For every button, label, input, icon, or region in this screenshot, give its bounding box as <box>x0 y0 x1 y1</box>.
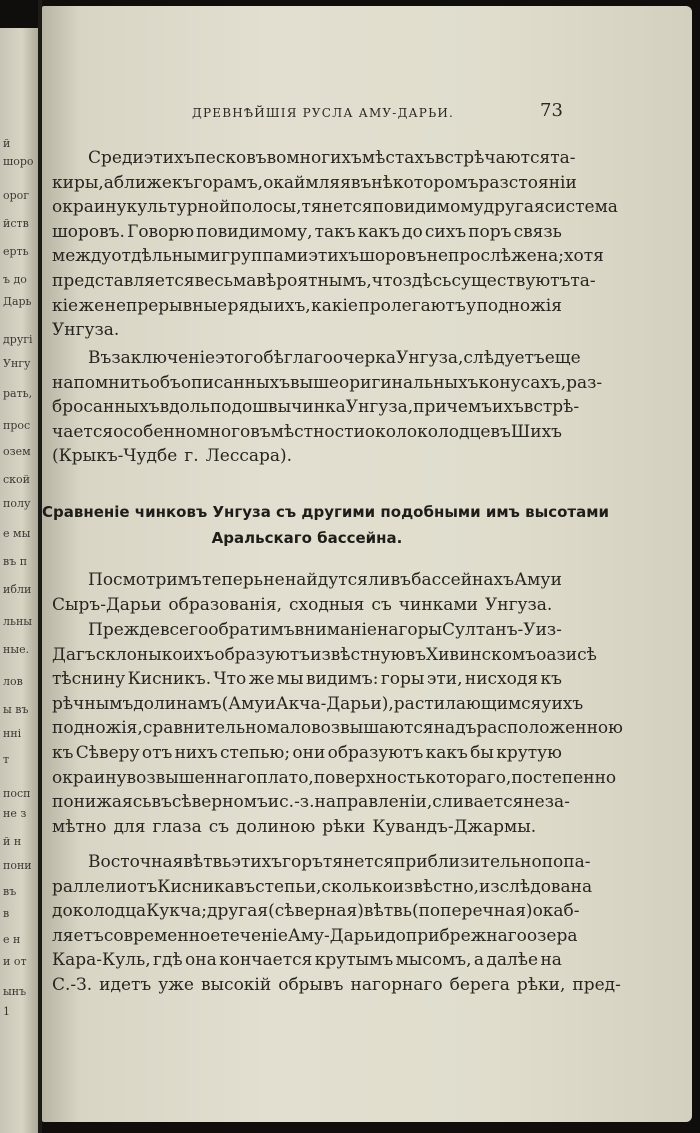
text-line: Въ заключеніе этого бѣглаго очерка Унгуза, слѣдуетъ еще <box>88 348 581 368</box>
left-page-edge <box>0 28 40 1133</box>
left-page-fragment: прос <box>3 419 31 432</box>
paragraph <box>52 618 623 839</box>
left-page-fragment: ибли <box>3 583 32 596</box>
text-line: Дагъ склоны коихъ образуютъ извѣстную въ Хивинскомъ оазисѣ <box>52 644 597 665</box>
section-heading-line: Сравненіе чинковъ Унгуза съ другими подобными имъ высотами <box>42 503 609 521</box>
left-page-fragment: ы въ <box>3 703 29 716</box>
text-line: С.-З. идетъ уже высокій обрывъ нагорнаго берега рѣки, пред- <box>52 974 621 995</box>
paragraph <box>52 146 618 343</box>
left-page-fragment: посп <box>3 787 31 800</box>
left-page-fragment: рать, <box>3 387 33 400</box>
paragraph <box>52 850 621 998</box>
text-line: окраину возвышеннаго плато, поверхность котораго, постепенно <box>52 767 617 788</box>
section-heading-line: Аральскаго бассейна. <box>211 529 403 547</box>
section-heading <box>42 499 609 551</box>
text-line: окраину культурной полосы, тянется повидимому другая система <box>52 197 618 218</box>
left-page-fragment: льны <box>3 615 33 628</box>
left-page-fragment: ные. <box>3 643 30 656</box>
left-page-fragment: шоро <box>3 155 34 168</box>
text-line: шоровъ. Говорю повидимому, такъ какъ до сихъ поръ связь <box>52 221 562 242</box>
left-page-fragment: ской <box>3 473 30 486</box>
text-line: напомнить объ описанныхъ выше оригинальныхъ конусахъ, раз- <box>52 372 603 393</box>
left-page-fragment: ынъ <box>3 985 27 998</box>
left-page-fragment: ъ до <box>3 273 27 286</box>
text-line: раллели отъ Кисника въ степь и, сколько извѣстно, изслѣдована <box>52 876 593 897</box>
left-page-fragment: ерть <box>3 245 29 258</box>
text-line: рѣчнымъ долинамъ (Аму и Акча-Дарьи), растилающимся у ихъ <box>52 693 584 714</box>
left-page-fragment: полу <box>3 497 31 510</box>
text-line: Восточная вѣтвь этихъ горъ тянется приблизительно по па- <box>88 852 591 872</box>
text-line: Сыръ-Дарьи образованія, сходныя съ чинками Унгуза. <box>52 594 553 615</box>
text-line: (Крыкъ-Чудбе г. Лессара). <box>52 446 293 467</box>
paragraph <box>52 346 603 469</box>
left-page-fragment: нні <box>3 727 22 740</box>
left-page-fragment: в <box>3 907 10 920</box>
left-page-fragment: не з <box>3 807 27 820</box>
text-line: между отдѣльными группами этихъ шоровъ не прослѣжена; хотя <box>52 246 604 267</box>
left-page-fragment: озем <box>3 445 31 458</box>
book-page <box>42 6 692 1122</box>
text-line: представляется весьма вѣроятнымъ, что здѣсь существуютъ та- <box>52 270 596 291</box>
text-line: Посмотримъ теперь не найдутся ли въ бассейнахъ Аму и <box>88 570 562 590</box>
text-line: ляетъ современное теченіе Аму-Дарьи до прибрежнаго озера <box>52 925 578 946</box>
left-page-fragment: Дарь <box>3 295 32 308</box>
text-line: Кара-Куль, гдѣ она кончается крутымъ мысомъ, а далѣе на <box>52 950 562 971</box>
text-line: мѣтно для глаза съ долиною рѣки Кувандъ-Джармы. <box>52 816 537 837</box>
text-line: къ Сѣверу отъ нихъ степью; они образуютъ какъ бы крутую <box>52 742 562 763</box>
left-page-fragment: й н <box>3 835 22 848</box>
left-page-fragment: въ п <box>3 555 28 568</box>
text-line: чается особенно много въ мѣстности около колодцевъ Шихъ <box>52 421 562 442</box>
text-line: Унгуза. <box>52 320 120 341</box>
left-page-fragment: йств <box>3 217 29 230</box>
text-line: киры, а ближе къ горамъ, окаймляя въ нѣкоторомъ разстояніи <box>52 172 577 193</box>
left-page-fragment: й <box>3 137 11 150</box>
left-page-fragment: пони <box>3 859 32 872</box>
paragraph <box>52 568 562 617</box>
left-page-fragment: е мы <box>3 527 31 540</box>
running-head: ДРЕВНѢЙШІЯ РУСЛА АМУ-ДАРЬИ. <box>192 106 455 120</box>
left-page-fragment: т <box>3 753 10 766</box>
text-line: Прежде всего обратимъ вниманіе на горы Султанъ-Уиз- <box>88 620 562 640</box>
text-line: Среди этихъ песковъ во многихъ мѣстахъ встрѣчаются та- <box>88 148 576 168</box>
text-line: подножія, сравнительно мало возвышаются надъ расположенною <box>52 718 623 739</box>
left-page-fragment: другі <box>3 333 33 346</box>
left-page-fragment: Унгу <box>3 357 31 370</box>
text-line: понижаясь въ сѣверномъ и с.-з. направленіи, сливается неза- <box>52 792 570 813</box>
text-line: кіе же непрерывные ряды ихъ, какіе пролегаютъ у подножія <box>52 295 562 316</box>
left-page-fragment: е н <box>3 933 21 946</box>
text-line: бросанныхъ вдоль подошвы чинка Унгуза, причемъ ихъ встрѣ- <box>52 397 580 418</box>
left-page-fragment: лов <box>3 675 23 688</box>
page-number: 73 <box>540 100 563 121</box>
left-page-fragment: въ <box>3 885 17 898</box>
left-page-fragment: и от <box>3 955 27 968</box>
text-line: тѣснину Кисникъ. Что же мы видимъ: горы эти, нисходя къ <box>52 669 562 690</box>
left-page-fragment: 1 <box>3 1005 10 1018</box>
text-line: до колодца Кукча; другая (сѣверная) вѣтвь (поперечная) окаб- <box>52 901 580 922</box>
left-page-fragment: орог <box>3 189 30 202</box>
